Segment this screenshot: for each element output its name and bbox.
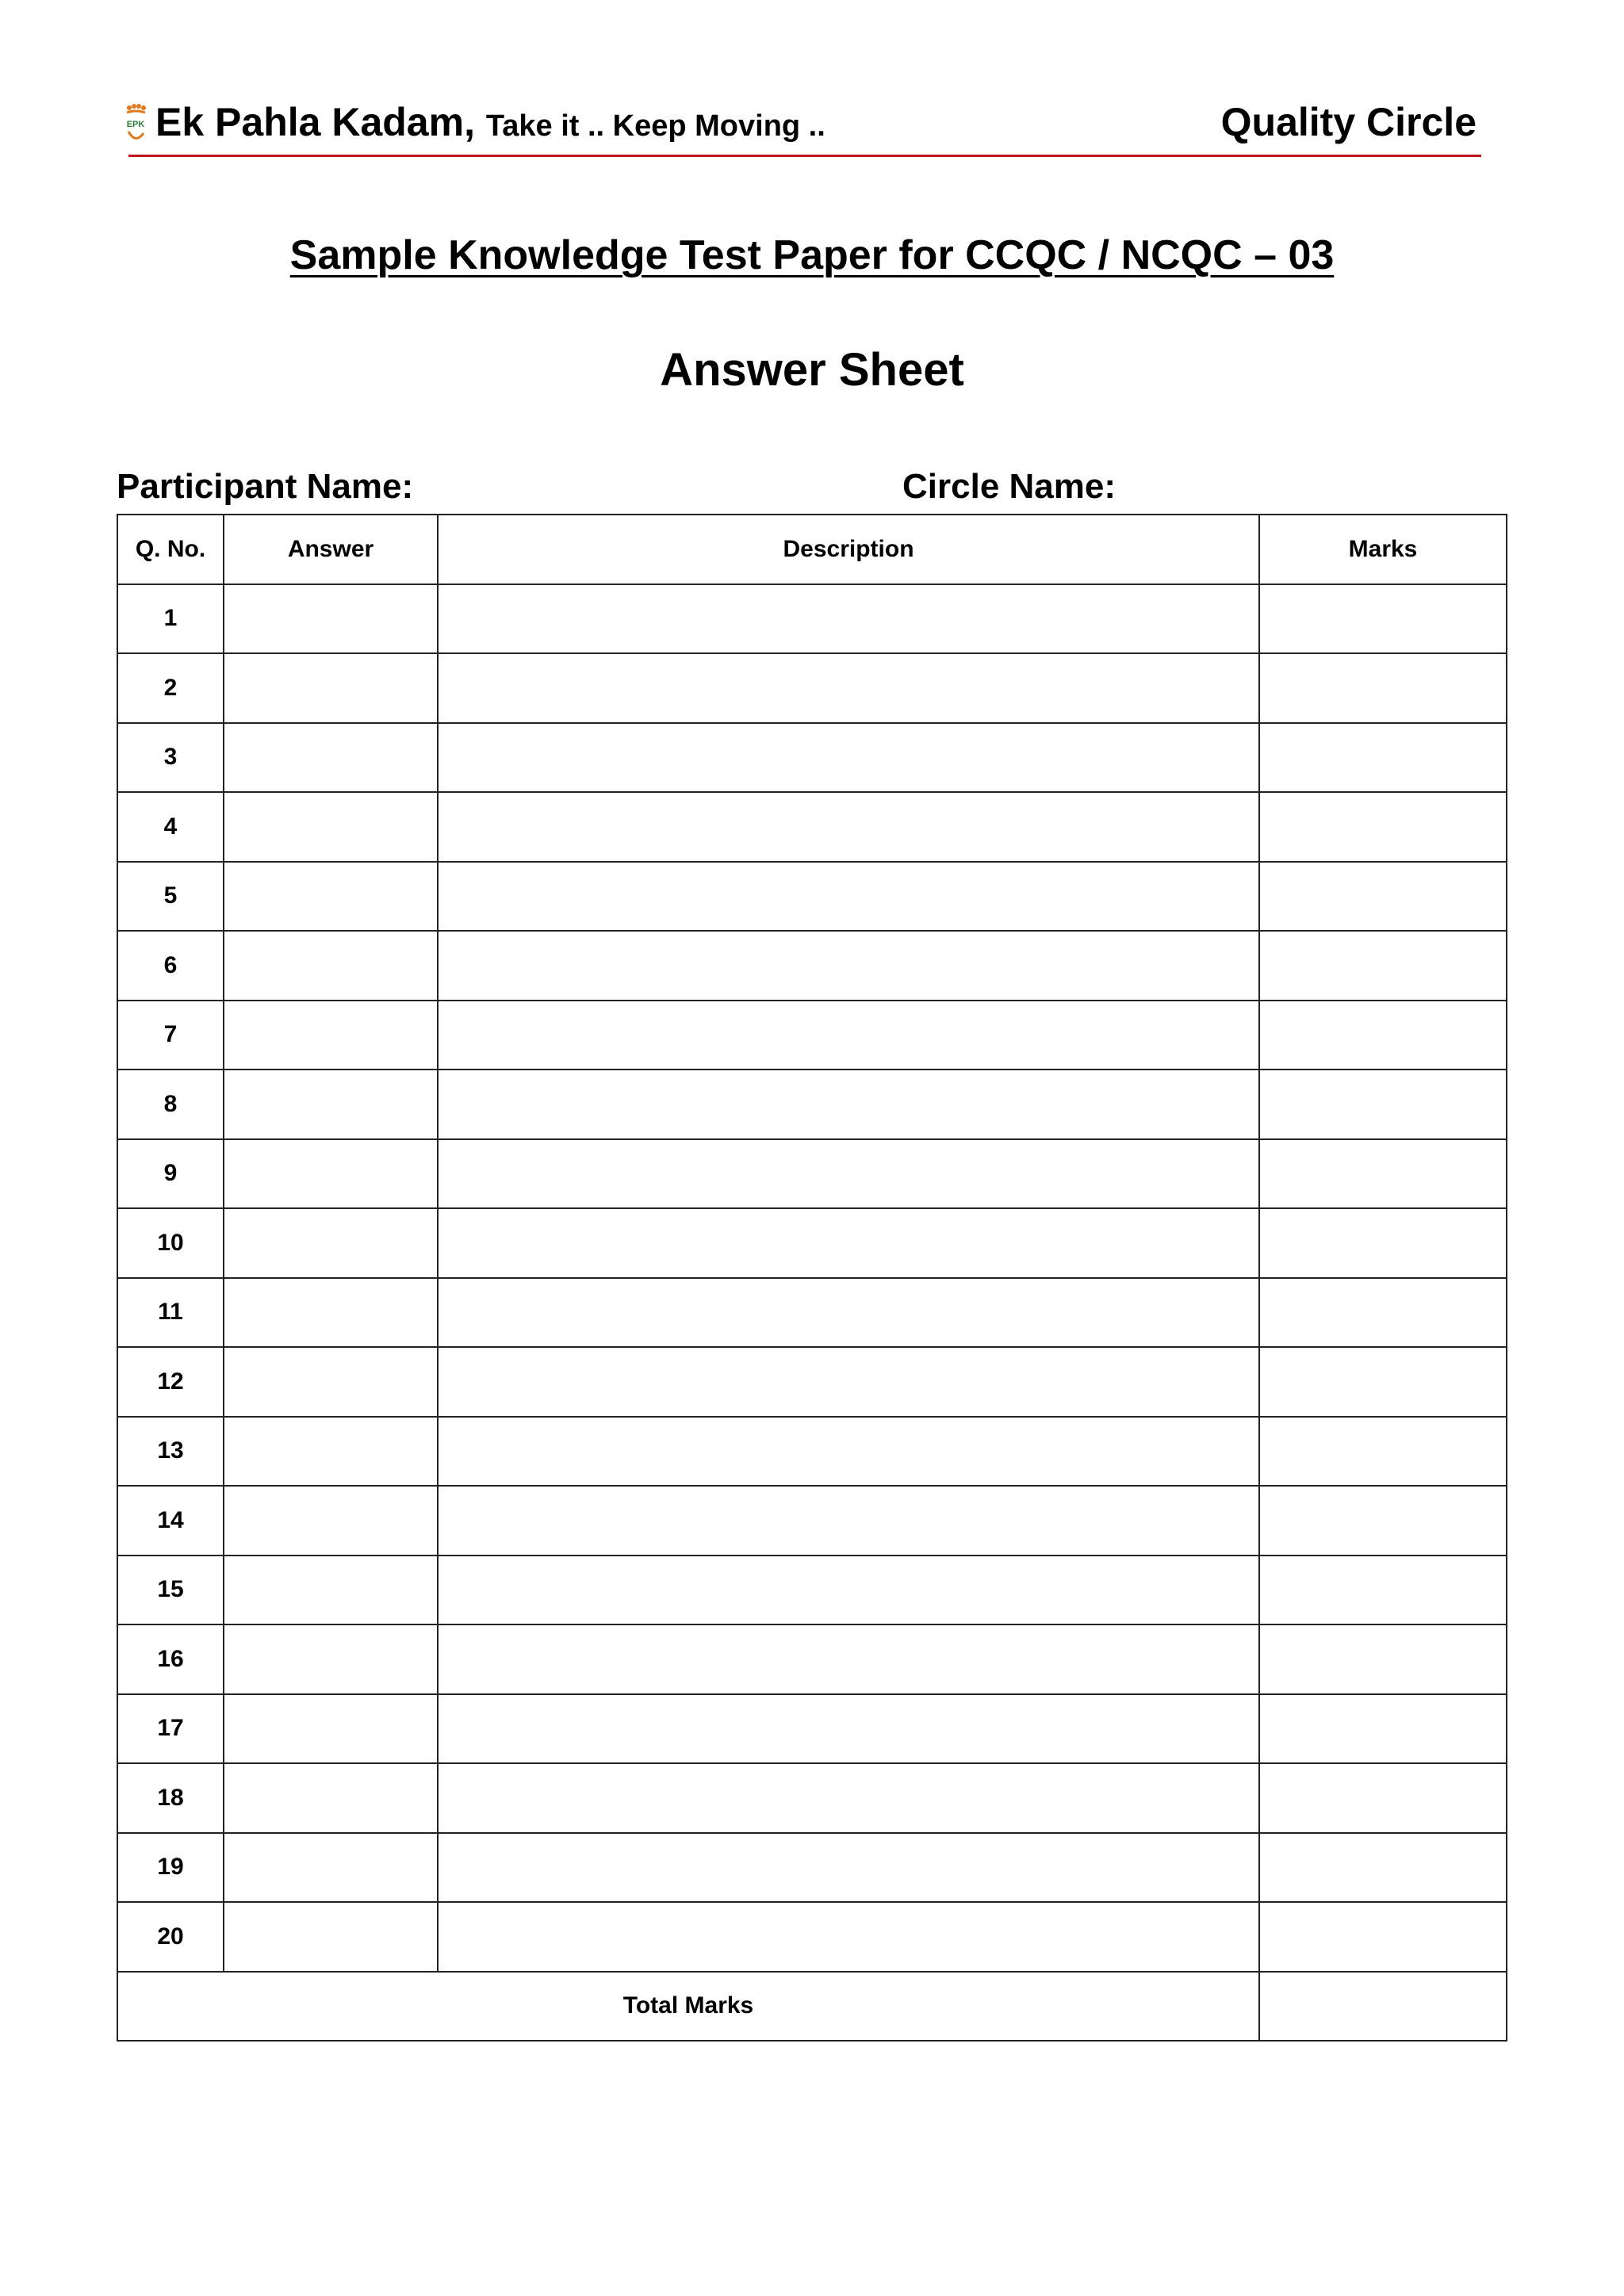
marks-cell xyxy=(1259,1208,1507,1278)
header-qno: Q. No. xyxy=(117,515,224,584)
question-number: 6 xyxy=(117,931,224,1001)
svg-text:EPK: EPK xyxy=(126,120,145,129)
question-number: 17 xyxy=(117,1694,224,1764)
page-header xyxy=(119,94,1481,159)
question-number: 12 xyxy=(117,1347,224,1417)
question-number: 8 xyxy=(117,1070,224,1139)
marks-cell xyxy=(1259,1624,1507,1694)
marks-cell xyxy=(1259,1417,1507,1487)
description-cell xyxy=(438,723,1259,793)
marks-cell xyxy=(1259,1001,1507,1070)
description-cell xyxy=(438,1278,1259,1348)
total-marks-cell xyxy=(1259,1972,1507,2042)
marks-cell xyxy=(1259,931,1507,1001)
question-number: 2 xyxy=(117,653,224,723)
description-cell xyxy=(438,1208,1259,1278)
table-row xyxy=(117,1833,1507,1903)
answer-cell xyxy=(224,1417,438,1487)
marks-cell xyxy=(1259,1763,1507,1833)
description-cell xyxy=(438,931,1259,1001)
circle-name-label: Circle Name: xyxy=(902,467,1116,506)
marks-cell xyxy=(1259,1902,1507,1972)
marks-cell xyxy=(1259,1139,1507,1209)
answer-cell xyxy=(224,1763,438,1833)
header-right-title: Quality Circle xyxy=(1220,100,1477,144)
table-row xyxy=(117,931,1507,1001)
table-row xyxy=(117,792,1507,862)
answer-table xyxy=(117,514,1507,2042)
total-marks-label: Total Marks xyxy=(117,1972,1259,2042)
answer-cell xyxy=(224,1833,438,1903)
marks-cell xyxy=(1259,1694,1507,1764)
table-row xyxy=(117,584,1507,654)
description-cell xyxy=(438,1763,1259,1833)
brand-name xyxy=(155,98,825,150)
answer-cell xyxy=(224,792,438,862)
question-number: 18 xyxy=(117,1763,224,1833)
answer-cell xyxy=(224,584,438,654)
table-row xyxy=(117,723,1507,793)
question-number: 10 xyxy=(117,1208,224,1278)
description-cell xyxy=(438,1417,1259,1487)
description-cell xyxy=(438,1070,1259,1139)
answer-cell xyxy=(224,1001,438,1070)
header-marks: Marks xyxy=(1259,515,1507,584)
table-row xyxy=(117,1001,1507,1070)
participant-name-label: Participant Name: xyxy=(117,467,414,506)
brand-tagline: Take it .. Keep Moving .. xyxy=(485,109,825,143)
total-row xyxy=(117,1972,1507,2042)
question-number: 16 xyxy=(117,1624,224,1694)
description-cell xyxy=(438,653,1259,723)
header-description: Description xyxy=(438,515,1259,584)
table-row xyxy=(117,1763,1507,1833)
table-row xyxy=(117,1347,1507,1417)
question-number: 15 xyxy=(117,1556,224,1625)
question-number: 9 xyxy=(117,1139,224,1209)
description-cell xyxy=(438,1486,1259,1556)
marks-cell xyxy=(1259,792,1507,862)
description-cell xyxy=(438,1139,1259,1209)
table-row xyxy=(117,1139,1507,1209)
description-cell xyxy=(438,1001,1259,1070)
table-row xyxy=(117,1556,1507,1625)
table-body xyxy=(117,584,1507,1972)
answer-cell xyxy=(224,1070,438,1139)
marks-cell xyxy=(1259,1556,1507,1625)
marks-cell xyxy=(1259,1278,1507,1348)
answer-cell xyxy=(224,1208,438,1278)
description-cell xyxy=(438,1624,1259,1694)
marks-cell xyxy=(1259,1833,1507,1903)
marks-cell xyxy=(1259,653,1507,723)
question-number: 3 xyxy=(117,723,224,793)
answer-cell xyxy=(224,1902,438,1972)
answer-cell xyxy=(224,1556,438,1625)
table-row xyxy=(117,862,1507,932)
description-cell xyxy=(438,1833,1259,1903)
table-row xyxy=(117,1208,1507,1278)
table-row xyxy=(117,1070,1507,1139)
table-row xyxy=(117,1486,1507,1556)
question-number: 14 xyxy=(117,1486,224,1556)
description-cell xyxy=(438,1694,1259,1764)
description-cell xyxy=(438,584,1259,654)
answer-cell xyxy=(224,653,438,723)
description-cell xyxy=(438,862,1259,932)
document-subtitle: Answer Sheet xyxy=(660,344,964,396)
table-row xyxy=(117,1624,1507,1694)
answer-cell xyxy=(224,931,438,1001)
question-number: 19 xyxy=(117,1833,224,1903)
answer-cell xyxy=(224,1347,438,1417)
question-number: 13 xyxy=(117,1417,224,1487)
marks-cell xyxy=(1259,862,1507,932)
question-number: 5 xyxy=(117,862,224,932)
answer-cell xyxy=(224,1486,438,1556)
question-number: 7 xyxy=(117,1001,224,1070)
header-divider xyxy=(128,155,1481,157)
footprint-logo-icon xyxy=(122,103,149,146)
answer-cell xyxy=(224,1694,438,1764)
table-row xyxy=(117,1278,1507,1348)
description-cell xyxy=(438,792,1259,862)
description-cell xyxy=(438,1347,1259,1417)
table-row xyxy=(117,1417,1507,1487)
question-number: 20 xyxy=(117,1902,224,1972)
answer-cell xyxy=(224,723,438,793)
question-number: 4 xyxy=(117,792,224,862)
answer-cell xyxy=(224,1624,438,1694)
marks-cell xyxy=(1259,1070,1507,1139)
table-header-row xyxy=(117,515,1507,584)
question-number: 1 xyxy=(117,584,224,654)
question-number: 11 xyxy=(117,1278,224,1348)
table-row xyxy=(117,653,1507,723)
answer-cell xyxy=(224,1139,438,1209)
marks-cell xyxy=(1259,584,1507,654)
answer-cell xyxy=(224,862,438,932)
brand-title: Ek Pahla Kadam, xyxy=(155,100,475,144)
document-title: Sample Knowledge Test Paper for CCQC / NCQC – 03 xyxy=(289,232,1335,278)
table-row xyxy=(117,1694,1507,1764)
description-cell xyxy=(438,1556,1259,1625)
header-answer: Answer xyxy=(224,515,438,584)
description-cell xyxy=(438,1902,1259,1972)
marks-cell xyxy=(1259,723,1507,793)
answer-cell xyxy=(224,1278,438,1348)
marks-cell xyxy=(1259,1347,1507,1417)
marks-cell xyxy=(1259,1486,1507,1556)
table-row xyxy=(117,1902,1507,1972)
